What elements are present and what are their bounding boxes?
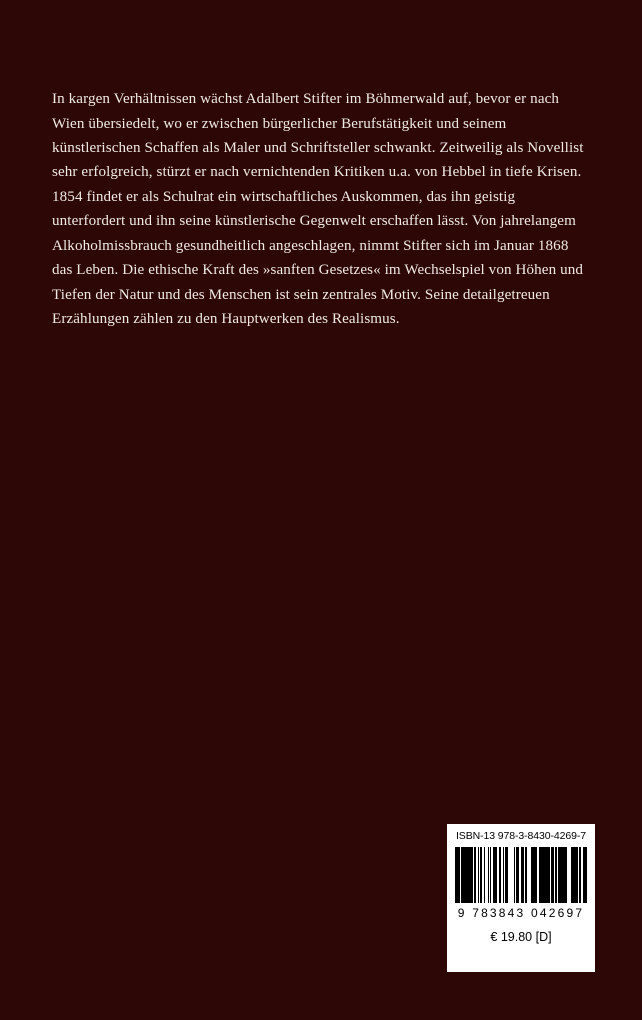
- barcode-bars: [455, 847, 587, 903]
- barcode-digits: 9 783843 042697: [457, 906, 585, 920]
- blurb-text: In kargen Verhältnissen wächst Adalbert Stifter im Böhmerwald auf, bevor er nach Wien übersiedelt, wo er zwischen bürgerlicher Berufstätigkeit und seinem künstlerischen Schaffen als Maler und Schriftsteller schwankt. Zeitweilig als Novellist sehr erfolgreich, stürzt er nach vernichtenden Kritiken u.a. von Hebbel in tiefe Krisen. 1854 findet er als Schulrat ein wirtschaftliches Auskommen, das ihn geistig unterfordert und ihn seine künstlerische Gegenwelt erschaffen lässt. Von jahrelangem Alkoholmissbrauch gesundheitlich angeschlagen, nimmt Stifter sich im Januar 1868 das Leben. Die ethische Kraft des »sanften Gesetzes« im Wechselspiel von Höhen und Tiefen der Natur und des Menschen ist sein zentrales Motiv. Seine detailgetreuen Erzählungen zählen zu den Hauptwerken des Realismus.: [52, 91, 584, 328]
- price-label: € 19.80 [D]: [490, 930, 552, 944]
- barcode-block: [447, 824, 595, 972]
- isbn-label: ISBN-13 978-3-8430-4269-7: [455, 830, 586, 842]
